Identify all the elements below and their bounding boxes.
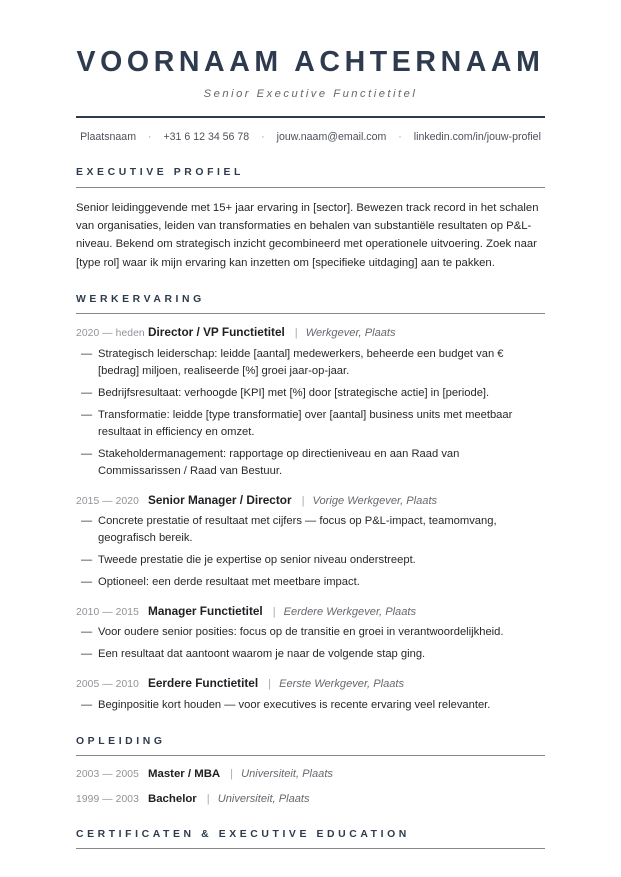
contact-separator-1: · xyxy=(147,131,152,144)
resume-entry xyxy=(76,767,545,782)
bullet-dash-icon: — xyxy=(81,576,93,589)
section-title-profile: EXECUTIVE PROFIEL xyxy=(76,167,245,179)
contact-location: Plaatsnaam xyxy=(80,131,137,144)
section-divider-certificates xyxy=(76,848,545,849)
profile-summary-text: Senior leidinggevende met 15+ jaar ervaring in [sector]. Bewezen track record in het schalen van organisaties, leiden van transformaties en behalen van substantiële resultaten op P&L-niveau. Bekend om strategisch inzicht gecombineerd met operationele uitvoering. Zoek naar [type rol] waar ik mijn ervaring kan inzetten om [specifieke uitdaging] aan te pakken. xyxy=(76,201,539,269)
resume-entry-header xyxy=(76,325,545,341)
experience-entry-list xyxy=(76,325,545,713)
entry-bullet-text: Transformatie: leidde [type transformatie] over [aantal] business units met meetbaar resultaat in efficiency en omzet. xyxy=(98,408,513,438)
entry-bullet-text: Een resultaat dat aantoont waarom je naar de volgende stap ging. xyxy=(98,648,426,661)
entry-organisation: Universiteit, Plaats xyxy=(217,792,310,805)
candidate-name: VOORNAAM ACHTERNAAM xyxy=(76,46,545,78)
entry-bullet-list xyxy=(76,697,545,714)
resume-entry-header xyxy=(76,767,545,782)
entry-dates: 2020 — heden xyxy=(76,328,145,340)
entry-role-title: Bachelor xyxy=(148,792,197,805)
contact-linkedin[interactable]: linkedin.com/in/jouw-profiel xyxy=(413,131,541,144)
resume-entry-header xyxy=(76,792,545,807)
contact-line xyxy=(76,130,545,145)
entry-role-title: Director / VP Functietitel xyxy=(148,325,285,340)
bullet-dash-icon: — xyxy=(81,648,93,661)
entry-bullet-list xyxy=(76,513,545,591)
section-certificates xyxy=(76,829,545,849)
entry-bullet xyxy=(76,624,545,641)
entry-organisation: Universiteit, Plaats xyxy=(241,768,333,781)
entry-bullet-text: Tweede prestatie die je expertise op senior niveau onderstreept. xyxy=(98,554,416,567)
entry-organisation: Werkgever, Plaats xyxy=(305,327,396,340)
section-experience xyxy=(76,294,545,714)
entry-role-title: Manager Functietitel xyxy=(148,604,263,619)
section-divider-experience xyxy=(76,313,545,314)
entry-bullet-list xyxy=(76,346,545,480)
entry-bullet-text: Bedrijfsresultaat: verhoogde [KPI] met [%] door [strategische actie] in [periode]. xyxy=(98,386,490,399)
bullet-dash-icon: — xyxy=(81,447,93,460)
bullet-dash-icon: — xyxy=(81,386,93,399)
resume-entry xyxy=(76,325,545,479)
entry-organisation: Vorige Werkgever, Plaats xyxy=(312,494,438,507)
bullet-dash-icon: — xyxy=(81,698,93,711)
entry-separator: | xyxy=(268,678,272,691)
entry-bullet xyxy=(76,552,545,569)
entry-bullet xyxy=(76,407,545,441)
entry-bullet xyxy=(76,697,545,714)
section-profile xyxy=(76,167,545,272)
entry-separator: | xyxy=(294,327,298,340)
entry-separator: | xyxy=(206,792,210,805)
section-divider-profile xyxy=(76,187,545,188)
resume-entry xyxy=(76,792,545,807)
resume-entry-header xyxy=(76,604,545,620)
entry-role-title: Senior Manager / Director xyxy=(148,492,292,507)
resume-entry xyxy=(76,676,545,713)
entry-bullet xyxy=(76,346,545,380)
resume-entry xyxy=(76,493,545,591)
contact-separator-2: · xyxy=(261,131,265,144)
entry-bullet xyxy=(76,574,545,591)
entry-bullet xyxy=(76,385,545,402)
entry-organisation: Eerdere Werkgever, Plaats xyxy=(283,606,417,619)
entry-bullet-text: Strategisch leiderschap: leidde [aantal] medewerkers, beheerde een budget van € [bedrag] miljoen, realiseerde [%] groei jaar-op-jaar. xyxy=(98,347,504,377)
entry-dates: 2010 — 2015 xyxy=(76,607,139,619)
entry-bullet-text: Voor oudere senior posities: focus op de transitie en groei in verantwoordelijkheid. xyxy=(98,626,504,639)
entry-role-title: Eerdere Functietitel xyxy=(148,676,259,691)
resume-entry xyxy=(76,604,545,663)
contact-separator-3: · xyxy=(398,131,402,144)
entry-separator: | xyxy=(272,606,276,619)
section-title-education: OPLEIDING xyxy=(76,735,166,747)
entry-bullet-text: Stakeholdermanagement: rapportage op directieniveau en aan Raad van Commissarissen / Raad van Bestuur. xyxy=(98,447,460,477)
entry-dates: 2005 — 2010 xyxy=(76,679,139,691)
entry-bullet-text: Concrete prestatie of resultaat met cijfers — focus op P&L-impact, teamomvang, geografisch bereik. xyxy=(98,515,497,545)
bullet-dash-icon: — xyxy=(81,515,93,528)
section-education xyxy=(76,736,545,807)
contact-phone[interactable]: +31 6 12 34 56 78 xyxy=(163,131,250,144)
entry-separator: | xyxy=(301,494,305,507)
section-title-experience: WERKERVARING xyxy=(76,293,205,305)
entry-role-title: Master / MBA xyxy=(148,768,221,781)
bullet-dash-icon: — xyxy=(81,554,93,567)
resume-entry-header xyxy=(76,676,545,692)
contact-email[interactable]: jouw.naam@email.com xyxy=(276,131,387,144)
entry-bullet-list xyxy=(76,624,545,663)
entry-bullet xyxy=(76,446,545,480)
section-title-certificates: CERTIFICATEN & EXECUTIVE EDUCATION xyxy=(76,828,410,840)
resume-header xyxy=(76,0,545,145)
entry-dates: 1999 — 2003 xyxy=(76,793,139,805)
entry-separator: | xyxy=(230,768,234,781)
entry-dates: 2015 — 2020 xyxy=(76,495,139,507)
header-divider xyxy=(76,116,545,118)
entry-organisation: Eerste Werkgever, Plaats xyxy=(279,678,405,691)
resume-entry-header xyxy=(76,493,545,509)
entry-bullet xyxy=(76,646,545,663)
candidate-headline: Senior Executive Functietitel xyxy=(203,87,418,100)
section-divider-education xyxy=(76,755,545,756)
entry-bullet xyxy=(76,513,545,547)
entry-dates: 2003 — 2005 xyxy=(76,769,139,781)
bullet-dash-icon: — xyxy=(81,626,93,639)
entry-bullet-text: Optioneel: een derde resultaat met meetbare impact. xyxy=(98,576,360,589)
bullet-dash-icon: — xyxy=(81,347,93,360)
bullet-dash-icon: — xyxy=(81,408,93,421)
entry-bullet-text: Beginpositie kort houden — voor executives is recente ervaring veel relevanter. xyxy=(98,698,491,711)
education-entry-list xyxy=(76,767,545,807)
